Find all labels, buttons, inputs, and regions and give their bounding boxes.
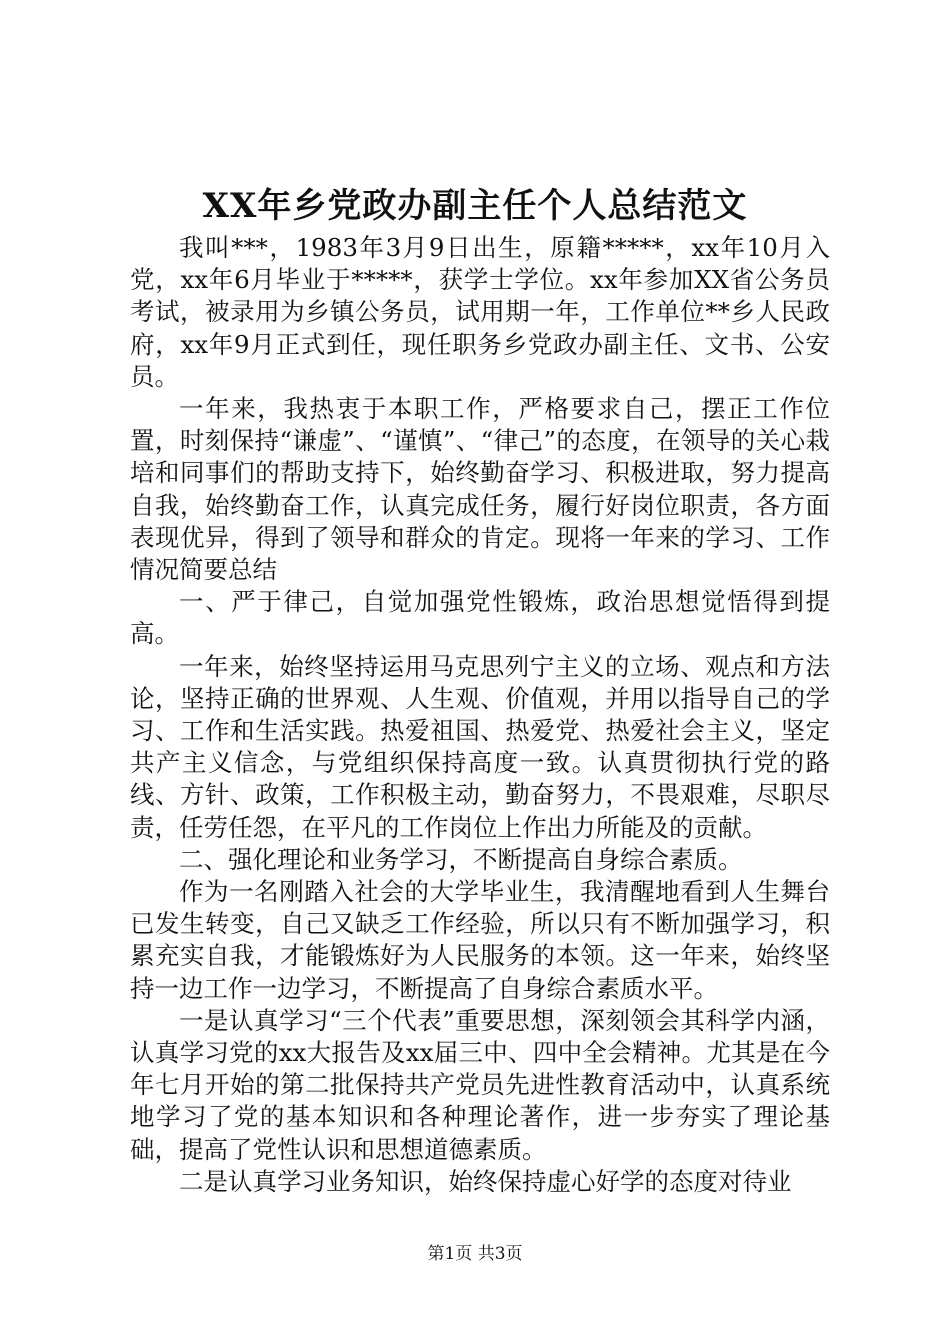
paragraph-political: 一年来，始终坚持运用马克思列宁主义的立场、观点和方法论，坚持正确的世界观、人生观、价值观，并用以指导自己的学习、工作和生活实践。热爱祖国、热爱党、热爱社会主义，坚定共产主义信念，与党组织保持高度一致。认真贯彻执行党的路线、方针、政策，工作积极主动，勤奋努力，不畏艰难，尽职尽责，任劳任怨，在平凡的工作岗位上作出力所能及的贡献。 bbox=[130, 651, 830, 842]
paragraph-study-intro: 作为一名刚踏入社会的大学毕业生，我清醒地看到人生舞台已发生转变，自己又缺乏工作经验，所以只有不断加强学习，积累充实自我，才能锻炼好为人民服务的本领。这一年来，始终坚持一边工作一边学习，不断提高了自身综合素质水平。 bbox=[130, 877, 830, 1003]
section-heading-1: 一、严于律己，自觉加强党性锻炼，政治思想觉悟得到提高。 bbox=[130, 587, 830, 649]
section-heading-2: 二、强化理论和业务学习，不断提高自身综合素质。 bbox=[179, 844, 743, 874]
paragraph-intro: 我叫***，1983年3月9日出生，原籍*****，xx年10月入党，xx年6月毕业于*****，获学士学位。xx年参加XX省公务员考试，被录用为乡镇公务员，试用期一年，工作单位**乡人民政府，xx年9月正式到任，现任职务乡党政办副主任、文书、公安员。 bbox=[130, 233, 830, 391]
paragraph-study-theory: 一是认真学习“三个代表”重要思想，深刻领会其科学内涵，认真学习党的xx大报告及xx届三中、四中全会精神。尤其是在今年七月开始的第二批保持共产党员先进性教育活动中，认真系统地学习了党的基本知识和各种理论著作，进一步夯实了理论基础，提高了党性认识和思想道德素质。 bbox=[130, 1005, 830, 1164]
page-number: 第1页 共3页 bbox=[427, 1244, 523, 1264]
document-title: XX年乡党政办副主任个人总结范文 bbox=[202, 186, 748, 226]
document-body bbox=[130, 232, 830, 1198]
paragraph-study-business: 二是认真学习业务知识，始终保持虚心好学的态度对待业 bbox=[179, 1166, 792, 1196]
paragraph-overview: 一年来，我热衷于本职工作，严格要求自己，摆正工作位置，时刻保持“谦虚”、“谨慎”、“律己”的态度，在领导的关心栽培和同事们的帮助支持下，始终勤奋学习、积极进取，努力提高自我，始终勤奋工作，认真完成任务，履行好岗位职责，各方面表现优异，得到了领导和群众的肯定。现将一年来的学习、工作情况简要总结 bbox=[130, 394, 830, 585]
